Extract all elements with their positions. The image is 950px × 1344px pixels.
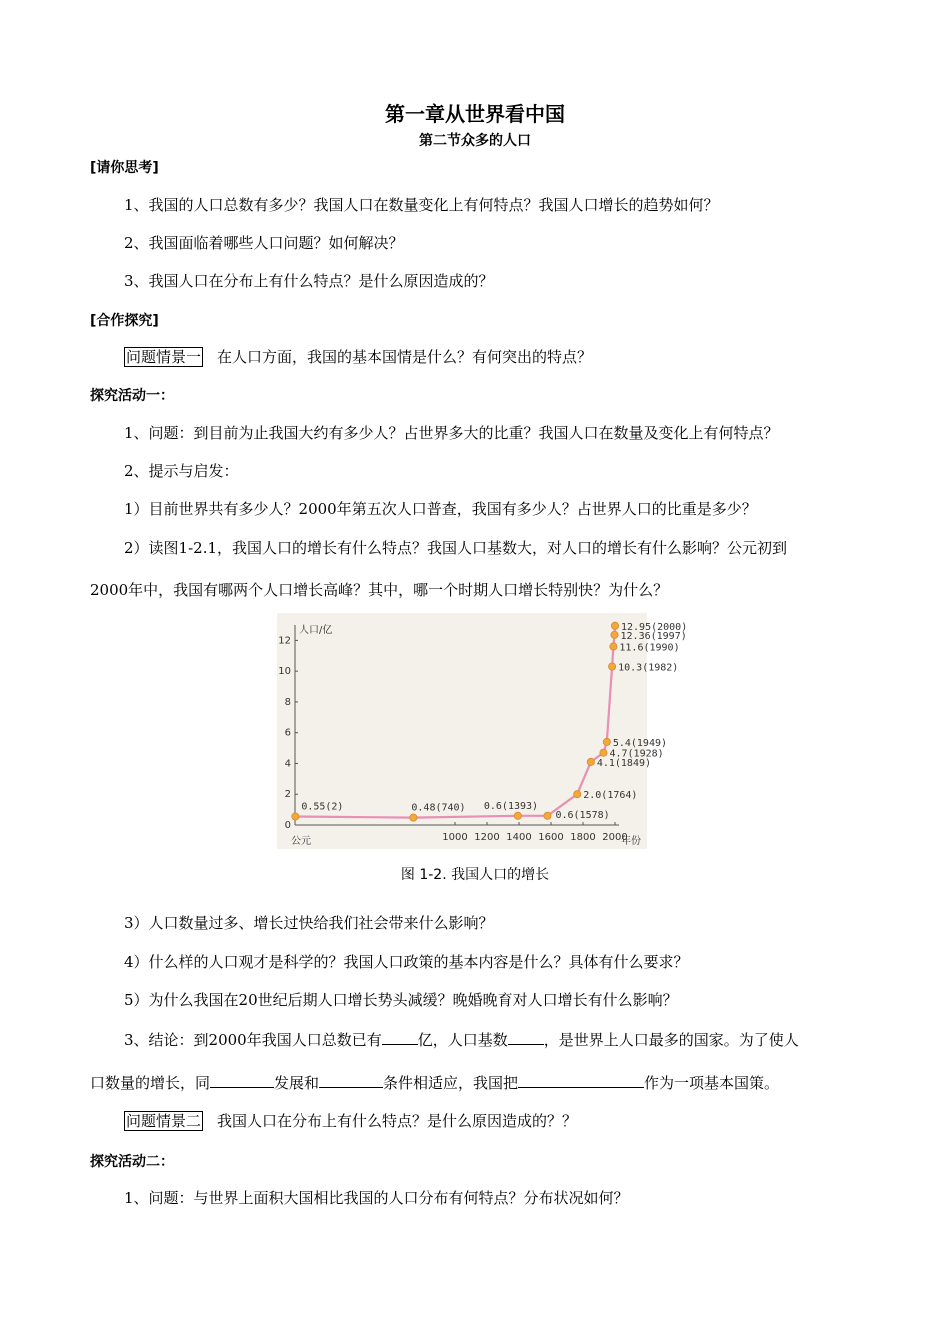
chart-points bbox=[292, 622, 619, 821]
y-tick-label: 0 bbox=[284, 820, 291, 831]
data-label: 0.6(1578) bbox=[555, 809, 610, 821]
data-point bbox=[611, 622, 618, 629]
x-tick-label: 1200 bbox=[474, 832, 500, 843]
y-axis-label: 人口/亿 bbox=[299, 625, 333, 636]
data-label: 0.55(2) bbox=[301, 801, 344, 813]
population-line bbox=[295, 626, 615, 818]
data-label: 4.7(1928) bbox=[609, 748, 664, 760]
data-point bbox=[292, 813, 299, 820]
x-tick-label: 2000 bbox=[602, 832, 628, 843]
y-tick-label: 4 bbox=[284, 758, 291, 770]
population-chart bbox=[277, 613, 688, 849]
chart-axes bbox=[295, 625, 619, 825]
conclusion-part-3: ，是世界上人口最多的国家。为了使人 bbox=[543, 1031, 799, 1049]
blank-base[interactable] bbox=[508, 1030, 544, 1045]
chapter-title: 第一章从世界看中国 bbox=[385, 102, 565, 126]
scene-2-tag: 问题情景二 bbox=[126, 1112, 202, 1130]
data-label: 10.3(1982) bbox=[618, 662, 679, 674]
blank-population[interactable] bbox=[382, 1030, 418, 1045]
conclusion-part-7: 作为一项基本国策。 bbox=[644, 1074, 780, 1092]
data-point bbox=[587, 758, 594, 765]
scene-2-text: 我国人口在分布上有什么特点？是什么原因造成的？？ bbox=[217, 1112, 578, 1130]
activity-2-heading: 探究活动二： bbox=[90, 1154, 174, 1170]
x-tick-label: 1400 bbox=[506, 832, 532, 843]
population-chart-svg bbox=[277, 613, 688, 849]
scene-1-line bbox=[124, 346, 592, 367]
y-tick-label: 12 bbox=[278, 635, 291, 647]
conclusion-line-2 bbox=[90, 1072, 779, 1093]
hint-2-line-2: 2000年中，我国有哪两个人口增长高峰？其中，哪一个时期人口增长特别快？为什么？ bbox=[90, 581, 669, 599]
coop-heading: [合作探究] bbox=[90, 313, 159, 329]
data-label: 12.36(1997) bbox=[620, 630, 687, 642]
activity-1-heading: 探究活动一： bbox=[90, 388, 174, 404]
data-label: 2.0(1764) bbox=[583, 790, 638, 802]
think-question-1: 1、我国的人口总数有多少？我国人口在数量变化上有何特点？我国人口增长的趋势如何？ bbox=[124, 196, 719, 214]
y-tick-label: 8 bbox=[284, 696, 291, 708]
data-point bbox=[410, 814, 417, 821]
data-point bbox=[610, 643, 617, 650]
data-point bbox=[609, 663, 616, 670]
think-heading: [请你思考] bbox=[90, 160, 159, 176]
conclusion-line-1 bbox=[124, 1029, 799, 1050]
x-origin-label: 公元 bbox=[291, 836, 311, 847]
blank-condition[interactable] bbox=[319, 1073, 383, 1088]
data-label: 5.4(1949) bbox=[612, 737, 668, 749]
think-question-2: 2、我国面临着哪些人口问题？如何解决？ bbox=[124, 234, 404, 252]
y-tick-label: 2 bbox=[284, 789, 291, 801]
conclusion-part-2: 亿，人口基数 bbox=[417, 1031, 508, 1049]
conclusion-part-4: 口数量的增长，同 bbox=[90, 1074, 211, 1092]
data-point bbox=[603, 738, 610, 745]
section-subtitle: 第二节众多的人口 bbox=[419, 133, 531, 149]
y-tick-label: 10 bbox=[278, 666, 291, 678]
scene-2-line bbox=[124, 1110, 577, 1131]
data-label: 0.48(740) bbox=[411, 802, 466, 814]
x-tick-label: 1000 bbox=[442, 832, 468, 843]
data-point bbox=[514, 812, 521, 819]
data-point bbox=[574, 791, 581, 798]
hint-2-line-1: 2）读图1-2.1，我国人口的增长有什么特点？我国人口基数大，对人口的增长有什么影响？公元初到 bbox=[124, 539, 788, 557]
data-point bbox=[600, 749, 607, 756]
data-label: 0.6(1393) bbox=[483, 800, 539, 812]
data-label: 11.6(1990) bbox=[619, 642, 680, 654]
blank-policy[interactable] bbox=[518, 1073, 644, 1088]
conclusion-part-1: 3、结论：到2000年我国人口总数已有 bbox=[124, 1031, 382, 1049]
scene-1-tag: 问题情景一 bbox=[126, 348, 202, 366]
hint-heading: 2、提示与启发： bbox=[124, 462, 239, 480]
blank-development[interactable] bbox=[210, 1073, 274, 1088]
scene-1-text: 在人口方面，我国的基本国情是什么？有何突出的特点？ bbox=[217, 348, 593, 366]
figure-caption: 图 1-2. 我国人口的增长 bbox=[400, 867, 550, 883]
think-question-3: 3、我国人口在分布上有什么特点？是什么原因造成的？ bbox=[124, 272, 494, 290]
x-axis-label: 年份 bbox=[621, 836, 641, 847]
activity-2-question: 1、问题：与世界上面积大国相比我国的人口分布有何特点？分布状况如何？ bbox=[124, 1189, 629, 1207]
y-tick-label: 6 bbox=[284, 727, 291, 739]
conclusion-part-5: 发展和 bbox=[274, 1074, 320, 1092]
x-tick-label: 1800 bbox=[570, 832, 596, 843]
x-tick-label: 1600 bbox=[538, 832, 564, 843]
hint-3: 3）人口数量过多、增长过快给我们社会带来什么影响？ bbox=[124, 914, 494, 932]
hint-1: 1）目前世界共有多少人？2000年第五次人口普查，我国有多少人？占世界人口的比重是多少？ bbox=[124, 500, 757, 518]
conclusion-part-6: 条件相适应，我国把 bbox=[383, 1074, 519, 1092]
data-label: 4.1(1849) bbox=[596, 757, 652, 769]
hint-4: 4）什么样的人口观才是科学的？我国人口政策的基本内容是什么？具体有什么要求？ bbox=[124, 953, 689, 971]
activity-1-question: 1、问题：到目前为止我国大约有多少人？占世界多大的比重？我国人口在数量及变化上有何特点？ bbox=[124, 424, 779, 442]
chart-data-labels bbox=[301, 622, 687, 821]
data-point bbox=[544, 812, 551, 819]
data-label: 12.95(2000) bbox=[621, 621, 688, 633]
hint-5: 5）为什么我国在20世纪后期人口增长势头减缓？晚婚晚育对人口增长有什么影响？ bbox=[124, 991, 678, 1009]
data-point bbox=[611, 631, 618, 638]
